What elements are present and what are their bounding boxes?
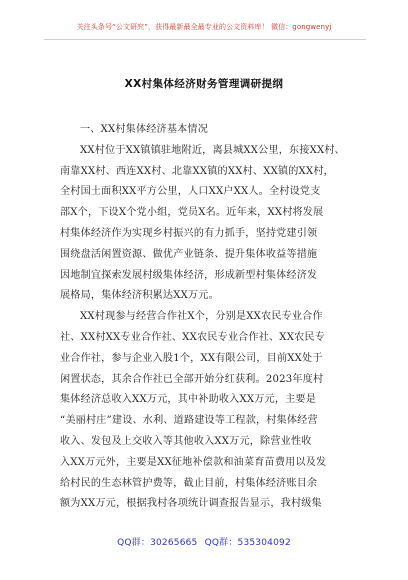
text-line: 全村国土面积XX平方公里，人口XX户XX人。全村设党支 [60, 186, 321, 198]
header-divider [44, 39, 366, 40]
text-line: 围绕盘活闲置资源、做优产业链条、提升集体收益等措施 [60, 248, 318, 260]
section-heading: 一、XX村集体经济基本情况 [80, 124, 209, 135]
header-banner: 关注头条号“公文研究”，获得最新最全最专业的公文资料库！ 微信：gongwenyj [76, 23, 332, 31]
text-line: 收入、发包及上交收入等其他收入XX万元，除营业性收 [60, 435, 312, 447]
text-line: 村集体经济作为实现乡村振兴的有力抓手，坚持党建引领 [60, 227, 318, 239]
text-line: 闲置状态，其余合作社已全部开始分红获利。2023年度村 [60, 373, 324, 385]
text-line: 社、XX村XX专业合作社、XX农民专业合作社、XX农民专 [60, 331, 325, 343]
text-line: XX村位于XX镇镇驻地附近，离县城XX公里，东接XX村、 [80, 144, 345, 156]
text-line: “美丽村庄”建设、水利、道路建设等工程款，村集体经营 [60, 415, 318, 427]
text-line: 给村民的生态林管护费等，截止目前，村集体经济账目余 [60, 477, 318, 489]
text-line: 展格局，集体经济积累达XX万元。 [60, 290, 219, 302]
text-line: 南靠XX村、西连XX村、北靠XX镇的XX村、XX镇的XX村， [60, 165, 334, 177]
qq-group-1: QQ群：30265665 [117, 538, 198, 548]
document-body [60, 120, 352, 515]
text-line: 集体经济总收入XX万元，其中补助收入XX万元，主要是 [60, 394, 317, 406]
text-line: 入XX万元外，主要是XX征地补偿款和油菜育苗费用以及发 [60, 456, 327, 468]
paragraph-1 [60, 141, 352, 307]
footer-qq-groups [0, 535, 408, 548]
paragraph-2 [60, 307, 352, 515]
text-line: 部X个，下设X个党小组，党员X名。近年来，XX村将发展 [60, 207, 324, 219]
text-line: XX村现参与经营合作社X个，分别是XX农民专业合作 [80, 311, 323, 323]
text-line: 业合作社，参与企业入股1个，XX有限公司，目前XX处于 [60, 352, 323, 364]
text-line: 因地制宜探索发展村级集体经济，形成新型村集体经济发 [60, 269, 318, 281]
text-line: 额为XX万元，根据我村各项统计调查报告显示，我村级集 [60, 498, 322, 510]
qq-group-2: QQ群：535304092 [204, 538, 291, 548]
document-title: XX村集体经济财务管理调研提纲 [124, 78, 284, 90]
